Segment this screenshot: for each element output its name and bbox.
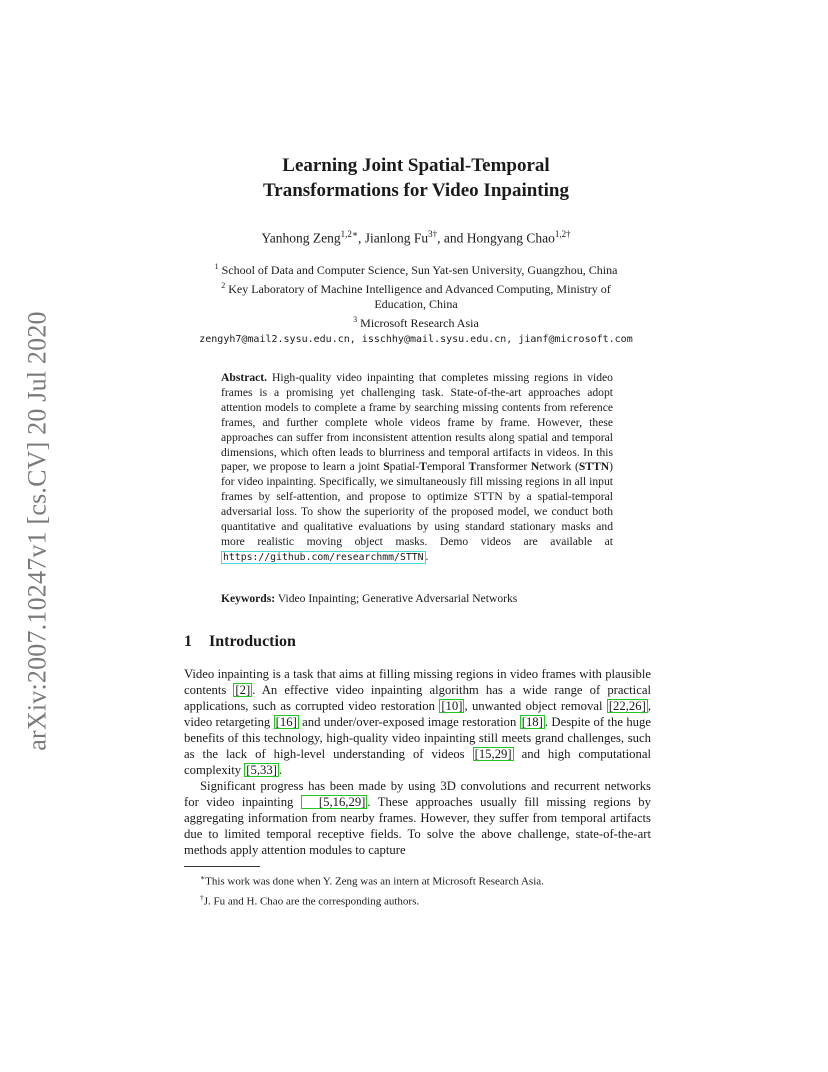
affiliation-3	[180, 312, 652, 331]
author-name: Yanhong Zeng	[261, 230, 341, 246]
citation-link[interactable]: [18]	[521, 715, 543, 729]
citation-link[interactable]: [2]	[235, 683, 251, 697]
author-affil-sup: 1,2∗	[340, 229, 358, 239]
author-emails: zengyh7@mail2.sysu.edu.cn, isschhy@mail.sysu.edu.cn, jianf@microsoft.com	[199, 334, 633, 345]
paragraph-1	[184, 666, 651, 778]
footnote-mark: ∗	[200, 873, 206, 882]
body-text: . Despite of the huge benefits of this technology, high-quality video inpainting still meets grand challenges, such as the lack of high-level understanding of videos	[184, 715, 652, 761]
acronym-letter: S	[383, 460, 390, 474]
affiliation-text: School of Data and Computer Science, Sun Yat-sen University, Guangzhou, China	[221, 263, 618, 277]
body-text: and under/over-exposed image restoration	[302, 715, 517, 729]
body-text: , unwanted object removal	[464, 699, 603, 713]
affiliation-text: Microsoft Research Asia	[360, 316, 479, 330]
github-link[interactable]: https://github.com/researchmm/STTN	[223, 551, 424, 563]
introduction-body	[184, 666, 651, 858]
affiliation-sup: 3	[353, 315, 358, 324]
abstract-text: etwork (	[539, 460, 579, 474]
footnote-text: This work was done when Y. Zeng was an intern at Microsoft Research Asia.	[205, 875, 544, 888]
section-number: 1	[184, 633, 192, 650]
body-text: and high computational complexity	[184, 747, 652, 777]
abstract-text: ) for video inpainting. Specifically, we simultaneously fill missing regions in all input frames by self-attention, and propose to optimize STTN by a spatial-temporal adversarial loss. To show the superiority of the proposed model, we conduct both quantitative and qualitative evaluations by using standard stationary masks and more realistic moving object masks. Demo videos are available at	[221, 460, 614, 548]
abstract-text: patial-	[389, 460, 420, 474]
abstract-text: ransformer	[476, 460, 528, 474]
acronym-letter: N	[530, 460, 540, 474]
footnote-divider	[184, 866, 260, 867]
affiliations	[180, 259, 652, 347]
keywords-text: Video Inpainting; Generative Adversarial Networks	[277, 592, 518, 605]
citation-link[interactable]: [15,29]	[474, 747, 512, 761]
arxiv-identifier: arXiv:2007.10247v1 [cs.CV] 20 Jul 2020	[23, 311, 52, 751]
author-affil-sup: 1,2†	[554, 229, 571, 239]
affiliation-sup: 1	[214, 262, 219, 271]
citation-link[interactable]: [16]	[275, 715, 297, 729]
body-text: . An effective video inpainting algorithm has a wide range of practical applications, such as corrupted video restoration	[184, 683, 651, 713]
title-line-1: Learning Joint Spatial-Temporal	[282, 155, 550, 176]
citation-link[interactable]: [10]	[441, 699, 463, 713]
author-name: Hongyang Chao	[466, 230, 555, 246]
section-heading	[184, 633, 296, 651]
keywords	[221, 592, 613, 605]
footnote-1	[184, 870, 651, 890]
abstract-text: .	[425, 549, 429, 563]
affiliation-sup: 2	[221, 281, 226, 290]
acronym-letter: T	[468, 460, 477, 474]
affiliation-2-cont: Education, China	[374, 297, 458, 311]
affiliation-text: Key Laboratory of Machine Intelligence and Advanced Computing, Ministry of	[228, 282, 611, 296]
body-text: , video retargeting	[184, 699, 651, 729]
arxiv-margin-label	[13, 296, 63, 766]
abstract-label: Abstract.	[221, 371, 268, 384]
citation-link[interactable]: [5,33]	[246, 763, 277, 777]
author-list: Yanhong Zeng$^{1,2∗}$, Jianlong $Fu^{3\dagger}$, and Hongyang Chao$^{1,2\dagger}$	[261, 229, 571, 246]
body-text: Video inpainting is a task that aims at filling missing regions in video frames with plausible contents	[184, 667, 651, 697]
paragraph-2	[184, 778, 651, 858]
footnote-text: J. Fu and H. Chao are the corresponding authors.	[203, 895, 420, 908]
keywords-label: Keywords:	[221, 592, 276, 605]
model-acronym: STTN	[578, 460, 610, 474]
abstract-text: High-quality video inpainting that completes missing regions in video frames is a promising yet challenging task. State-of-the-art approaches adopt attention models to complete a frame by searching missing contents from reference frames, and further complete whole videos frame by frame. However, these approaches can suffer from inconsistent attention results along spatial and temporal dimensions, which often leads to blurriness and temporal artifacts in videos. In this paper, we propose to learn a joint	[221, 371, 613, 474]
footnotes	[184, 870, 651, 909]
paper-title	[180, 153, 652, 203]
citation-link[interactable]: [5,16,29]	[301, 795, 368, 809]
abstract	[221, 371, 613, 566]
author-name: Jianlong Fu	[364, 230, 429, 246]
acronym-letter: T	[419, 460, 427, 474]
footnote-mark: †	[200, 892, 204, 902]
abstract-text: emporal	[427, 460, 465, 474]
section-title: Introduction	[209, 633, 296, 650]
affiliation-1	[180, 259, 652, 278]
author-affil-sup: 3†	[428, 229, 438, 239]
footnote-2	[184, 890, 651, 910]
affiliation-2	[180, 278, 652, 297]
title-line-2: Transformations for Video Inpainting	[263, 180, 569, 201]
body-text: .	[278, 763, 283, 777]
body-text: . These approaches usually fill missing regions by aggregating information from nearby frames. However, they suffer from temporal artifacts due to limited temporal receptive fields. To solve the above challenge, state-of-the-art methods apply attention modules to capture	[184, 795, 651, 857]
citation-link[interactable]: [22,26]	[608, 699, 646, 713]
body-text: Significant progress has been made by using 3D convolutions and recurrent networks for video inpainting	[184, 779, 651, 809]
author-conjunction: and	[443, 230, 464, 246]
